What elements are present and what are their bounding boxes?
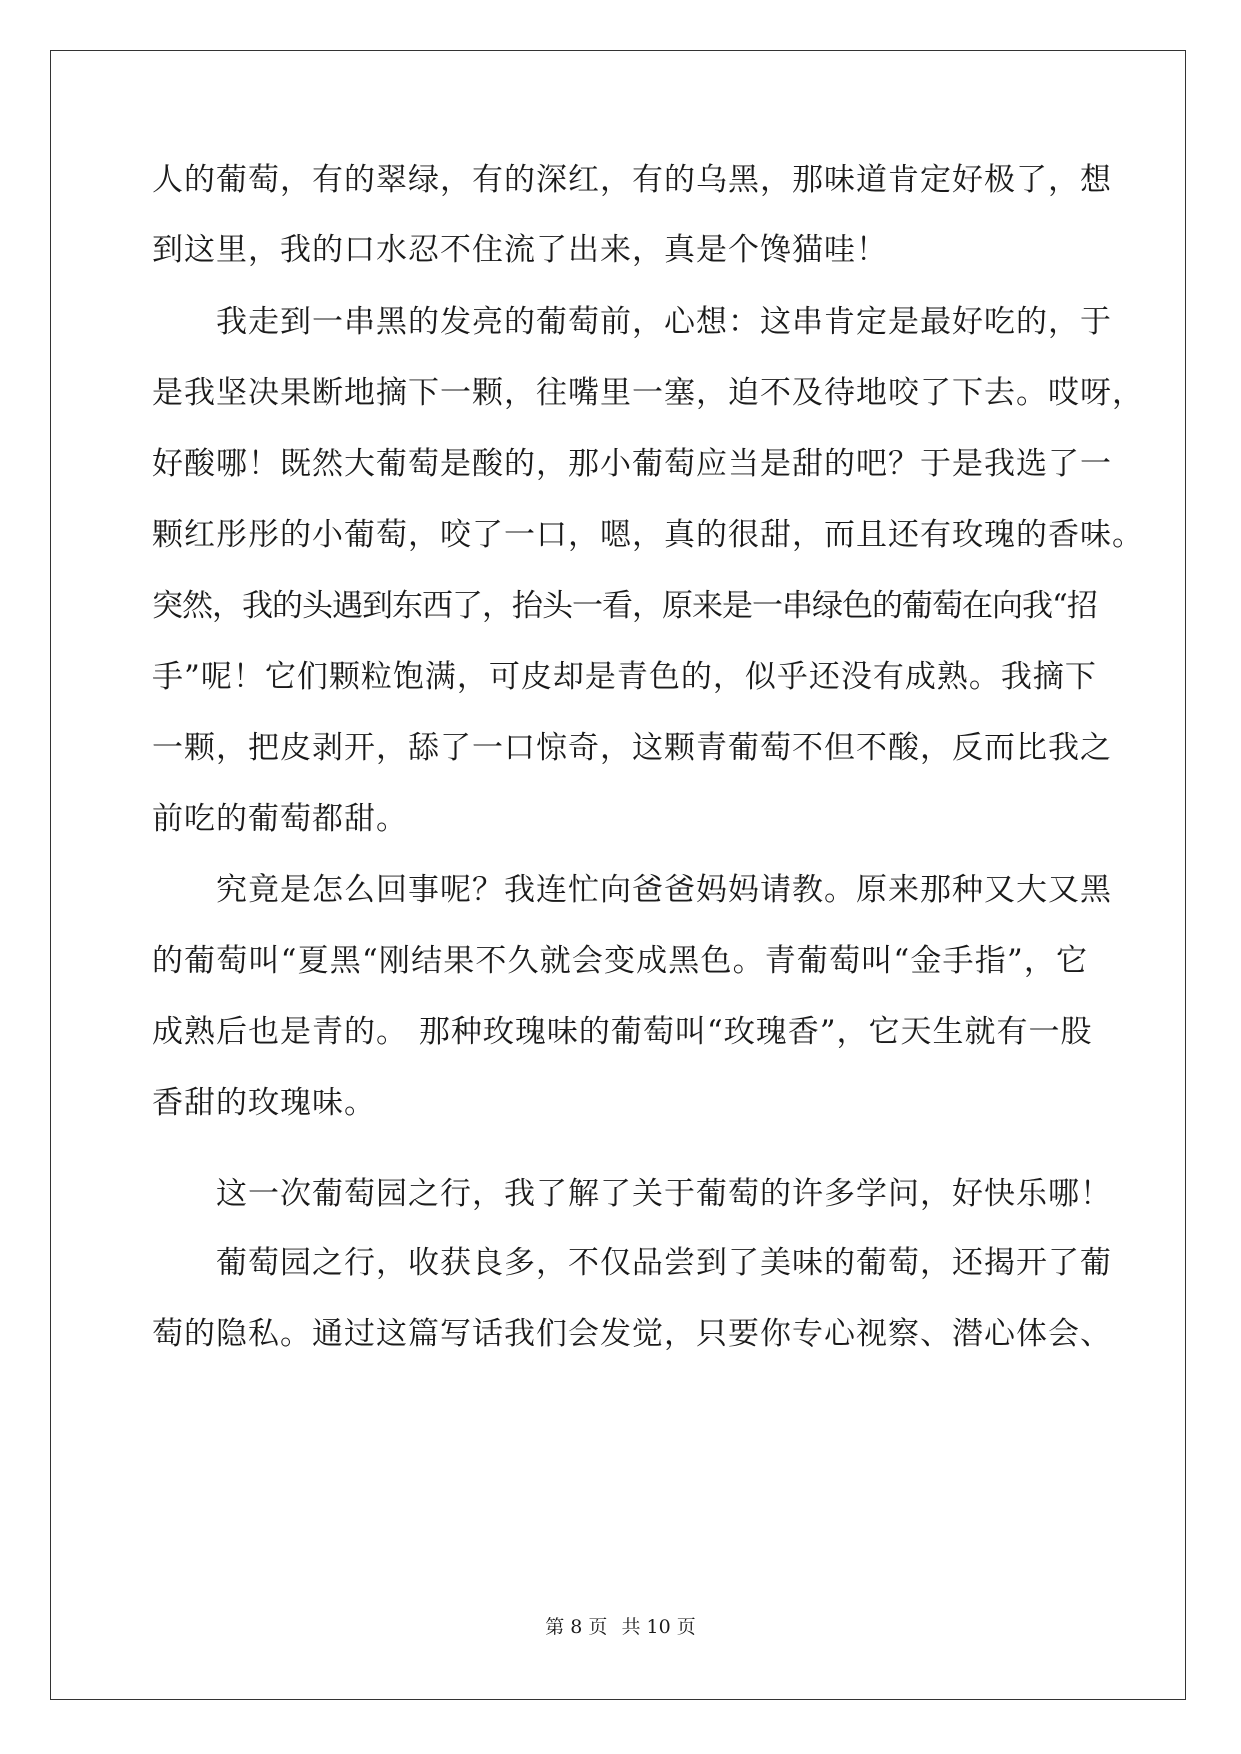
text-line: 好酸哪！既然大葡萄是酸的，那小葡萄应当是甜的吧？于是我选了一 xyxy=(152,446,1112,482)
text-line: 手”呢！它们颗粒饱满，可皮却是青色的，似乎还没有成熟。我摘下 xyxy=(152,659,1097,695)
text-line: 到这里，我的口水忍不住流了出来，真是个馋猫哇！ xyxy=(152,232,888,268)
text-line: 萄的隐私。通过这篇写话我们会发觉，只要你专心视察、潜心体会、 xyxy=(152,1316,1112,1352)
text-line: 一颗，把皮剥开，舔了一口惊奇，这颗青葡萄不但不酸，反而比我之 xyxy=(152,730,1112,766)
paragraph-first-line: 究竟是怎么回事呢？我连忙向爸爸妈妈请教。原来那种又大又黑 xyxy=(216,872,1112,908)
page-total: 共 10 页 xyxy=(621,1616,696,1638)
paragraph-first-line: 我走到一串黑的发亮的葡萄前，心想：这串肯定是最好吃的，于 xyxy=(216,304,1112,340)
paragraph-first-line: 这一次葡萄园之行，我了解了关于葡萄的许多学问，好快乐哪！ xyxy=(216,1176,1112,1212)
page-footer xyxy=(0,1612,1241,1639)
text-line: 成熟后也是青的。 那种玫瑰味的葡萄叫“玫瑰香”，它天生就有一股 xyxy=(152,1014,1093,1050)
text-line: 人的葡萄，有的翠绿，有的深红，有的乌黑，那味道肯定好极了，想 xyxy=(152,162,1112,198)
page-number: 第 8 页 xyxy=(545,1616,608,1638)
text-line: 是我坚决果断地摘下一颗，往嘴里一塞，迫不及待地咬了下去。哎呀， xyxy=(152,375,1144,411)
text-line: 突然，我的头遇到东西了，抬头一看，原来是一串绿色的葡萄在向我“招 xyxy=(152,588,1097,624)
text-line: 香甜的玫瑰味。 xyxy=(152,1085,376,1121)
paragraph-first-line: 葡萄园之行，收获良多，不仅品尝到了美味的葡萄，还揭开了葡 xyxy=(216,1245,1112,1281)
text-line: 颗红彤彤的小葡萄，咬了一口，嗯，真的很甜，而且还有玫瑰的香味。 xyxy=(152,517,1144,553)
text-line: 的葡萄叫“夏黑“刚结果不久就会变成黑色。青葡萄叫“金手指”，它 xyxy=(152,943,1088,979)
text-line: 前吃的葡萄都甜。 xyxy=(152,801,408,837)
